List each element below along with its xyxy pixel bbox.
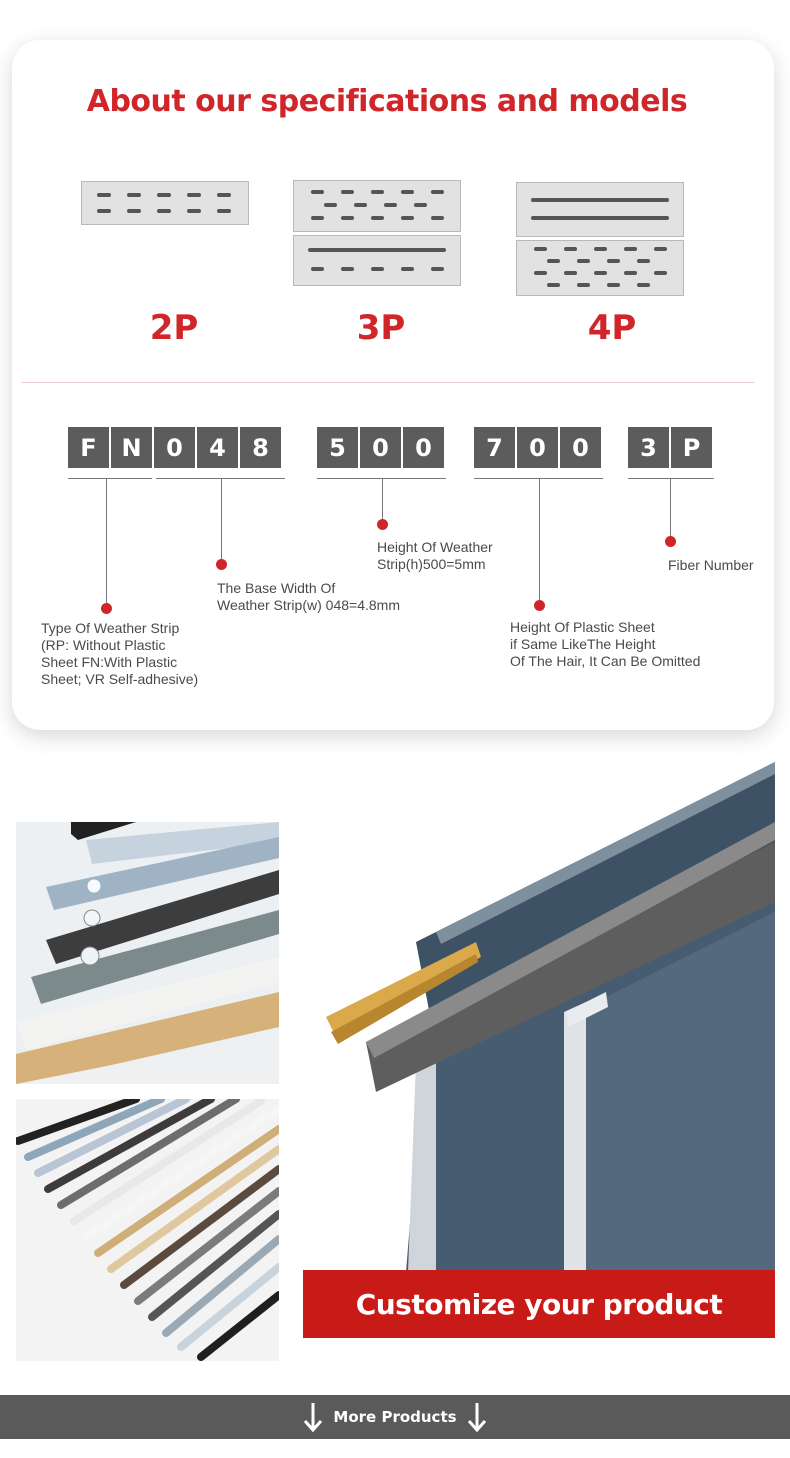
annotation-height: Height Of Weather Strip(h)500=5mm [377, 539, 493, 572]
underline-type [68, 478, 152, 479]
annotation-width: The Base Width Of Weather Strip(w) 048=4.8mm [217, 580, 400, 613]
model-label-4p: 4P [587, 308, 637, 348]
marker-dot-plastic [534, 600, 545, 611]
code-char: 0 [154, 427, 195, 468]
code-group-type-width [68, 427, 281, 468]
code-char: 7 [474, 427, 515, 468]
connector-fiber [670, 478, 671, 540]
marker-dot-fiber [665, 536, 676, 547]
connector-width [221, 478, 222, 564]
code-char: 0 [517, 427, 558, 468]
product-photo-strip-fan [16, 1099, 279, 1361]
strip-diagram-2p [81, 181, 249, 225]
strip-diagram-4p-bottom [516, 240, 684, 296]
strip-diagram-3p-top [293, 180, 461, 232]
product-photo-profile [296, 762, 775, 1272]
arrow-down-icon [303, 1401, 323, 1433]
code-char: F [68, 427, 109, 468]
code-char: 4 [197, 427, 238, 468]
annotation-type: Type Of Weather Strip (RP: Without Plastic Sheet FN:With Plastic Sheet; VR Self-adhesive) [41, 620, 199, 687]
annotation-fiber: Fiber Number [668, 557, 754, 573]
model-label-2p: 2P [149, 308, 199, 348]
model-label-3p: 3P [356, 308, 406, 348]
page-title: About our specifications and models [86, 84, 688, 119]
annotation-plastic: Height Of Plastic Sheet if Same LikeThe Height Of The Hair, It Can Be Omitted [510, 619, 701, 669]
code-char: N [111, 427, 152, 468]
more-products-label[interactable]: More Products [333, 1408, 457, 1426]
marker-dot-width [216, 559, 227, 570]
code-char: 3 [628, 427, 669, 468]
section-divider [22, 382, 754, 383]
product-photo-strip-colors [16, 822, 279, 1084]
connector-type [106, 478, 107, 608]
strip-diagram-4p-top [516, 182, 684, 237]
arrow-down-icon [467, 1401, 487, 1433]
connector-plastic [539, 478, 540, 605]
code-group-height [317, 427, 444, 468]
code-char: P [671, 427, 712, 468]
code-char: 0 [560, 427, 601, 468]
strip-diagram-3p-bottom [293, 235, 461, 286]
code-char: 5 [317, 427, 358, 468]
code-char: 0 [403, 427, 444, 468]
code-group-fiber [628, 427, 712, 468]
code-group-plastic [474, 427, 601, 468]
underline-fiber [628, 478, 714, 479]
marker-dot-height [377, 519, 388, 530]
more-products-bar[interactable] [0, 1395, 790, 1439]
code-char: 0 [360, 427, 401, 468]
code-char: 8 [240, 427, 281, 468]
connector-height [382, 478, 383, 524]
marker-dot-type [101, 603, 112, 614]
customize-product-banner[interactable]: Customize your product [303, 1270, 775, 1338]
